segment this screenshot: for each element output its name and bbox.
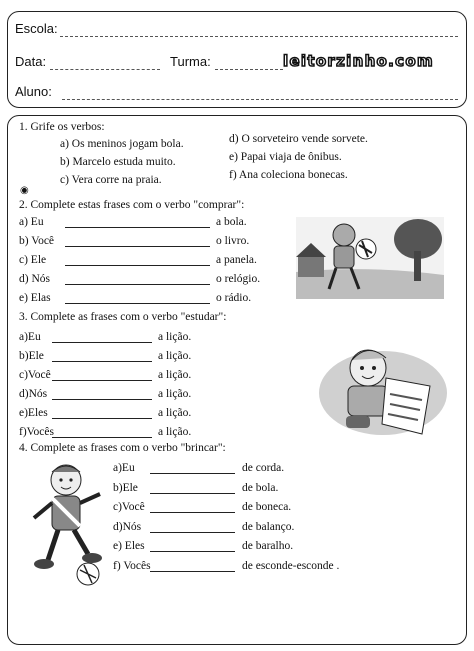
ex2-row-2-subject: c) Ele <box>19 254 47 266</box>
ex4-row-3-blank[interactable] <box>150 532 235 533</box>
ex4-row-0-blank[interactable] <box>150 473 235 474</box>
ex3-row-4-subject: e)Eles <box>19 407 48 419</box>
ex3-row-3-ending: a lição. <box>158 388 192 400</box>
ex4-row-3-ending: de balanço. <box>242 520 295 533</box>
ex4-row-0-subject: a)Eu <box>113 462 135 474</box>
ex3-row-3-blank[interactable] <box>52 399 152 400</box>
ex4-row-0-ending: de corda. <box>242 462 285 474</box>
ex1-item-c: c) Vera corre na praia. <box>60 174 162 186</box>
ex2-row-2-ending: a panela. <box>216 254 257 266</box>
ex2-row-3-blank[interactable] <box>65 284 210 285</box>
class-label: Turma: <box>170 54 211 69</box>
student-field[interactable] <box>62 99 458 100</box>
class-field[interactable] <box>215 69 283 70</box>
date-field[interactable] <box>50 69 160 70</box>
ex2-row-0-blank[interactable] <box>65 227 210 228</box>
ex2-row-4-subject: e) Elas <box>19 292 51 304</box>
ex4-row-2-ending: de boneca. <box>242 501 292 513</box>
ex4-row-3-subject: d)Nós <box>113 520 142 533</box>
ex4-row-5-ending: de esconde-esconde . <box>242 559 340 572</box>
ex3-row-1-blank[interactable] <box>52 361 152 362</box>
ex3-row-5-subject: f)Vocês <box>19 426 54 438</box>
ex4-row-1-subject: b)Ele <box>113 481 138 494</box>
ex3-row-1-ending: a lição. <box>158 350 192 362</box>
ex4-row-4-ending: de baralho. <box>242 540 294 552</box>
ex1-item-e: e) Papai viaja de ônibus. <box>229 151 342 163</box>
boy-with-ball-illustration <box>296 217 444 299</box>
bullet-mark: ◉ <box>20 185 29 196</box>
ex1-item-f: f) Ana coleciona bonecas. <box>229 169 348 181</box>
school-field[interactable] <box>60 36 458 37</box>
kid-playing-ball-illustration <box>24 458 116 586</box>
site-logo: leitorzinho.com <box>283 52 434 70</box>
ex2-row-1-subject: b) Você <box>19 235 55 247</box>
ex4-row-5-subject: f) Vocês <box>113 559 151 572</box>
ex3-row-5-ending: a lição. <box>158 426 192 438</box>
ex4-row-5-blank[interactable] <box>150 571 235 572</box>
ex3-row-5-blank[interactable] <box>52 437 152 438</box>
ex3-row-2-subject: c)Você <box>19 369 51 381</box>
ex2-row-4-ending: o rádio. <box>216 292 252 304</box>
ex3-row-1-subject: b)Ele <box>19 350 44 362</box>
ex4-row-1-blank[interactable] <box>150 493 235 494</box>
ex2-row-2-blank[interactable] <box>65 265 210 266</box>
ex2-title: 2. Complete estas frases com o verbo "comprar": <box>19 199 245 211</box>
ex3-row-0-subject: a)Eu <box>19 331 41 343</box>
ex2-row-0-subject: a) Eu <box>19 216 44 228</box>
ex1-item-d: d) O sorveteiro vende sorvete. <box>229 133 368 145</box>
student-label: Aluno: <box>15 84 52 99</box>
ex3-row-4-blank[interactable] <box>52 418 152 419</box>
ex4-row-1-ending: de bola. <box>242 481 279 494</box>
ex1-item-a: a) Os meninos jogam bola. <box>60 138 184 150</box>
ex3-title: 3. Complete as frases com o verbo "estudar": <box>19 311 227 323</box>
date-label: Data: <box>15 54 47 69</box>
ex1-title: 1. Grife os verbos: <box>19 121 105 133</box>
ex3-row-0-ending: a lição. <box>158 331 192 343</box>
school-label: Escola: <box>15 21 58 36</box>
ex2-row-4-blank[interactable] <box>65 303 210 304</box>
ex3-row-4-ending: a lição. <box>158 407 192 419</box>
ex1-item-b: b) Marcelo estuda muito. <box>60 156 176 168</box>
ex2-row-0-ending: a bola. <box>216 216 247 228</box>
ex3-row-3-subject: d)Nós <box>19 388 48 400</box>
ex4-row-4-subject: e) Eles <box>113 540 145 552</box>
ex2-row-1-ending: o livro. <box>216 235 250 247</box>
ex4-title: 4. Complete as frases com o verbo "brincar": <box>19 442 226 454</box>
ex3-row-2-blank[interactable] <box>52 380 152 381</box>
ex3-row-0-blank[interactable] <box>52 342 152 343</box>
ex4-row-2-blank[interactable] <box>150 512 235 513</box>
boy-reading-illustration <box>318 338 448 438</box>
ex2-row-3-ending: o relógio. <box>216 273 261 285</box>
ex3-row-2-ending: a lição. <box>158 369 192 381</box>
ex2-row-3-subject: d) Nós <box>19 273 50 285</box>
ex4-row-2-subject: c)Você <box>113 501 145 513</box>
ex4-row-4-blank[interactable] <box>150 551 235 552</box>
ex2-row-1-blank[interactable] <box>65 246 210 247</box>
